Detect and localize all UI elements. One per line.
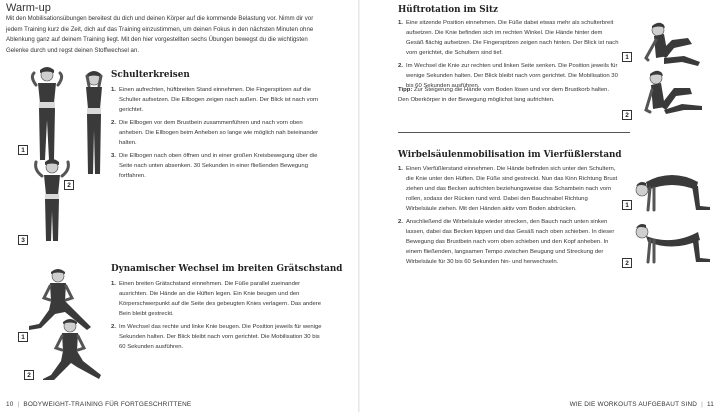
graetschstand-steps — [111, 279, 323, 355]
list-item: 2. Im Wechsel das rechte und linke Knie beugen. Die Position jeweils für wenige Sekunden halten. Der Blick bleibt nach vorn gerichtet. Die Mobilisation 30 bis 60 Sekunden ausführen. — [111, 324, 322, 350]
schulterkreisen-steps — [111, 85, 323, 184]
hueftrotation-steps — [398, 18, 620, 94]
section-title-wirbelsaeule: Wirbelsäulenmobilisation im Vierfüßlerstand — [398, 150, 622, 160]
section-title-graetschstand: Dynamischer Wechsel im breiten Grätschstand — [111, 264, 343, 274]
tip-label: Tipp: — [398, 87, 413, 93]
shoulder-circle-figure-1 — [22, 66, 72, 162]
tip-box — [398, 85, 620, 105]
hip-figure-2-label: 2 — [622, 110, 632, 120]
list-item: 1. Eine sitzende Position einnehmen. Die Füße dabei etwas mehr als schulterbreit aufsetzen. Die Knie befinden sich im rechten Winkel. Die Hände hinter dem Gesäß flächig aufsetzen. Die Fingerspitzen zeigen nach hinten. Der Blick ist nach vorn gerichtet, die Schultern sind tief. — [398, 20, 619, 56]
quadruped-figure-1-label: 1 — [622, 200, 632, 210]
list-item: 3. Die Ellbogen nach oben öffnen und in einer großen Kreisbewegung über die Seite nach unten absenken. 30 Sekunden in einer fließenden Bewegung fortfahren. — [111, 153, 318, 179]
shoulder-figure-1-label: 1 — [18, 145, 28, 155]
shoulder-figure-2-label: 2 — [64, 180, 74, 190]
shoulder-circle-figure-2 — [76, 70, 112, 182]
list-item: 2. Die Ellbogen vor dem Brustbein zusammenführen und nach vorn oben anheben. Die Ellbogen beim Anheben so lange wie möglich nah beieinander halten. — [111, 120, 319, 146]
section-title-hueftrotation: Hüftrotation im Sitz — [398, 5, 499, 15]
list-item: 1. Einen Vierfüßlerstand einnehmen. Die Hände befinden sich unter den Schultern, die Knie unter den Hüften. Die Füße sind gestreckt. Nun das Kinn Richtung Brust ziehen und das Becken aufrichten beziehungsweise das Schambein nach vorn rollen, sodass der Rücken rund wird. Dabei den Bauchnabel Richtung Wirbelsäule ziehen. Mit den Händen aktiv vom Boden abdrücken. — [398, 166, 618, 212]
shoulder-figure-3-label: 3 — [18, 235, 28, 245]
quadruped-figure-2-label: 2 — [622, 258, 632, 268]
section-title-schulterkreisen: Schulterkreisen — [111, 70, 190, 80]
tip-text: Zur Steigerung die Hände vom Boden lösen und vor dem Brustkorb halten. Den Oberkörper in der Bewegung möglichst lang aufrichten. — [398, 87, 610, 103]
warmup-heading: Warm-up — [6, 2, 51, 14]
straddle-figure-2 — [36, 318, 106, 380]
footer-left: 10 | BODYWEIGHT-TRAINING FÜR FORTGESCHRITTENE — [6, 401, 192, 408]
straddle-figure-1-label: 1 — [18, 332, 28, 342]
wirbelsaeule-steps — [398, 164, 620, 270]
footer-right: WIE DIE WORKOUTS AUFGEBAUT SIND | 11 — [569, 401, 714, 408]
hip-rotation-figure-1 — [634, 22, 714, 70]
warmup-intro: Mit den Mobilisationsübungen bereitest du dich und deinen Körper auf die kommende Belastung vor. Nimm dir vor jedem Training kurz die Zeit, dich auf das Training einzustimmen, um deinen Fokus in den nächsten Minuten ohne Ablenkung ganz auf deinem Training liegt. Mit den hier vorgestellten sechs Übungen bewegst du die wichtigsten Gelenke durch und regst deinen Stoffwechsel an. — [6, 15, 314, 54]
hip-figure-1-label: 1 — [622, 52, 632, 62]
quadruped-figure-1 — [632, 168, 716, 212]
list-item: 1. Einen breiten Grätschstand einnehmen. Die Füße parallel zueinander ausrichten. Die Hände an die Hüften legen. Ein Knie beugen und den Körperschwerpunkt auf die Seite des gebeugten Knies verlagern. Das andere Bein bleibt gestreckt. — [111, 281, 322, 317]
page-number-right: 11 — [706, 401, 714, 408]
list-item: 2. Anschließend die Wirbelsäule wieder strecken, den Bauch nach unten sinken lassen, dabei das Becken kippen und das Gesäß nach oben schieben. In dieser Bewegung das Brustbein nach vorn oben schieben und den Kopf anheben. In einem fließenden, langsamen Tempo zwischen Beugung und Streckung der Wirbelsäule für 30 bis 60 Sekunden hin- und herwechseln. — [398, 219, 615, 265]
quadruped-figure-2 — [632, 220, 716, 264]
list-item: 2. Im Wechsel die Knie zur rechten und linken Seite senken. Die Position jeweils für wenige Sekunden halten. Der Blick bleibt nach vorn gerichtet. Die Mobilisation 30 bis 60 Sekunden ausführen. — [398, 63, 618, 89]
straddle-figure-2-label: 2 — [24, 370, 34, 380]
footer-title-right: WIE DIE WORKOUTS AUFGEBAUT SIND — [569, 401, 698, 408]
list-item: 1. Einen aufrechten, hüftbreiten Stand einnehmen. Die Fingerspitzen auf die Schulter aufsetzen. Die Ellbogen zeigen nach außen. Der Blick ist nach vorn gerichtet. — [111, 87, 319, 113]
shoulder-circle-figure-3 — [30, 158, 74, 242]
page-number-left: 10 — [6, 401, 14, 408]
section-divider — [398, 132, 630, 133]
hip-rotation-figure-2 — [634, 70, 714, 122]
footer-title-left: BODYWEIGHT-TRAINING FÜR FORTGESCHRITTENE — [23, 401, 192, 408]
